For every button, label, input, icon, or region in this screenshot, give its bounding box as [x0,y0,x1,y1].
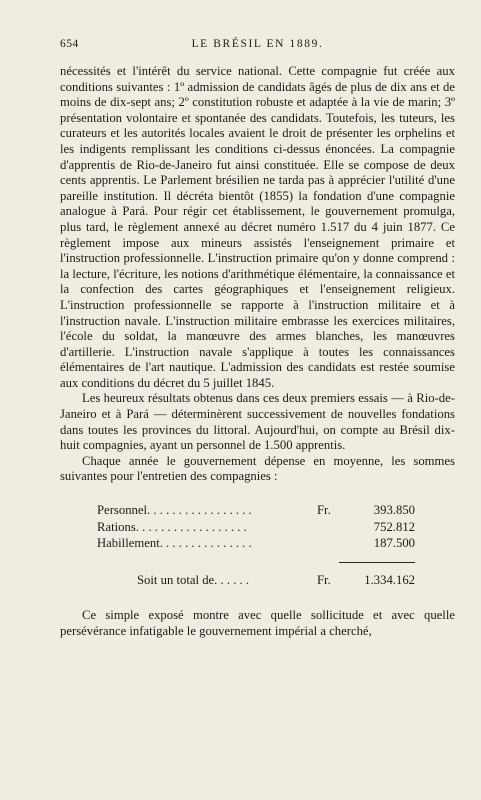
expense-amount: 393.850 [373,503,415,518]
running-title: LE BRÉSIL EN 1889. [191,38,324,50]
expense-currency: Fr. [317,503,331,518]
expense-row-rations [97,519,415,536]
expense-label: Rations. . . . . . . . . . . . . . . . . . [97,519,247,534]
body-text [60,64,455,485]
total-label: Soit un total de. . . . . . [137,572,250,587]
paragraph-continued: nécessités et l'intérêt du service national. Cette compagnie fut créée aux conditions suivantes : 1º admission de candidats âgés de plus de dix ans et de moins de dix-sept ans; 2º constitution robuste et adaptée à la vie de marin; 3º présentation volontaire et spontanée des candidats. Toutefois, les tuteurs, les curateurs et les autorités locales avaient le droit de présenter les orphelins et les indigents remplissant les conditions ci-dessus énoncées. La compagnie d'apprentis de Rio-de-Janeiro fut ainsi constituée. Elle se compose de deux cents apprentis. Le Parlement brésilien ne tarda pas à apprécier l'utilité d'une pareille institution. Il décréta bientôt (1855) la fondation d'une compagnie analogue à Pará. Pour régir cet établissement, le gouvernement promulga, plus tard, le règlement annexé au décret numéro 1.517 du 4 juin 1877. Ce règlement impose aux mineurs assistés l'enseignement primaire et l'instruction professionnelle. L'instruction primaire qu'on y donne comprend : la lecture, l'écriture, les notions d'arithmétique élémentaire, la connaissance et la confection des cartes géographiques et l'enseignement religieux. L'instruction professionnelle se rapporte à l'instruction militaire et à l'instruction navale. L'instruction militaire embrasse les exercices militaires, l'école du soldat, la manœuvre des armes blanches, les manœuvres d'artillerie. L'instruction navale s'applique à toutes les connaissances élémentaires de l'art nautique. L'admission des candidats est restée soumise aux conditions du décret du 5 juillet 1845. [60,64,455,390]
total-divider [339,562,415,563]
paragraph-expenses-intro: Chaque année le gouvernement dépense en moyenne, les sommes suivantes pour l'entretien des compagnies : [60,453,455,484]
book-page [60,38,455,640]
paragraph-closing: Ce simple exposé montre avec quelle sollicitude et avec quelle persévérance infatigable le gouvernement impérial a cherché, [60,608,455,638]
running-header [60,38,455,56]
page-number: 654 [60,38,79,50]
expense-table [97,502,415,588]
expense-row-habillement [97,535,415,552]
expense-amount: 752.812 [373,519,415,534]
paragraph-results: Les heureux résultats obtenus dans ces deux premiers essais — à Rio-de-Janeiro et à Pará — déterminèrent successivement de nouvelles fondations dans toutes les provinces du littoral. Aujourd'hui, on compte au Brésil dix-huit compagnies, ayant un personnel de 1.500 apprentis. [60,391,455,453]
expense-row-personnel [97,502,415,519]
expense-amount: 187.500 [373,536,415,551]
total-amount: 1.334.162 [364,572,415,587]
expense-label: Habillement. . . . . . . . . . . . . . . [97,536,252,551]
expense-total-row [97,572,415,589]
expense-label: Personnel. . . . . . . . . . . . . . . . . [97,503,252,518]
total-currency: Fr. [317,572,331,587]
